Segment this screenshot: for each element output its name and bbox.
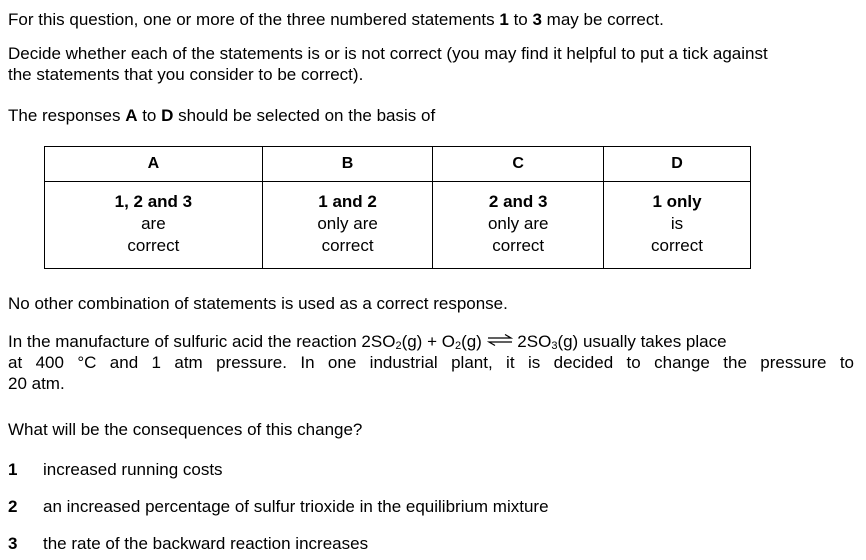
table-row	[45, 182, 751, 269]
cell-statement-numbers: 1, 2 and 3	[114, 192, 193, 211]
question-paragraph	[8, 331, 854, 394]
reaction-part: 2SO	[512, 332, 552, 351]
statement-2	[8, 496, 549, 517]
cell-c	[433, 182, 604, 269]
statement-number: 3	[8, 534, 18, 553]
header-d: D	[604, 147, 751, 182]
question-line-3: 20 atm.	[8, 374, 65, 393]
bold-letter: D	[161, 106, 174, 125]
decide-line-1: Decide whether each of the statements is or is not correct (you may find it helpful to put a tick against	[8, 44, 768, 63]
cell-b	[262, 182, 433, 269]
subscript: 3	[551, 340, 558, 352]
bold-number: 3	[532, 10, 542, 29]
statement-3	[8, 533, 368, 554]
statement-text: an increased percentage of sulfur trioxide in the equilibrium mixture	[43, 497, 549, 516]
basis-text: The responses	[8, 106, 126, 125]
cell-text: is	[670, 214, 684, 233]
cell-a	[45, 182, 263, 269]
table-header-row	[45, 147, 751, 182]
cell-text: only are	[487, 214, 549, 233]
cell-statement-numbers: 1 and 2	[318, 192, 377, 211]
subscript: 2	[395, 340, 402, 352]
no-other-line: No other combination of statements is used as a correct response.	[8, 294, 508, 313]
instruction-line	[8, 9, 664, 30]
statement-text: increased running costs	[43, 460, 223, 479]
reaction-part: In the manufacture of sulfuric acid the reaction 2SO	[8, 332, 396, 351]
statement-text: the rate of the backward reaction increases	[43, 534, 369, 553]
cell-text: correct	[321, 236, 374, 255]
header-a: A	[45, 147, 263, 182]
response-key-table	[44, 146, 751, 269]
statement-number: 2	[8, 497, 18, 516]
instruction-text: to	[508, 10, 533, 29]
header-c: C	[433, 147, 604, 182]
decide-line-2: the statements that you consider to be correct).	[8, 65, 364, 84]
question-line-2: at 400 °C and 1 atm pressure. In one industrial plant, it is decided to change the pressure to	[8, 353, 854, 372]
cell-statement-numbers: 1 only	[652, 192, 702, 211]
bold-number: 1	[499, 10, 509, 29]
reaction-part: (g) + O	[401, 332, 455, 351]
reaction-text	[8, 331, 727, 352]
header-b: B	[262, 147, 433, 182]
cell-text: are	[141, 214, 166, 233]
instruction-text: For this question, one or more of the three numbered statements	[8, 10, 500, 29]
question-line-1	[8, 331, 854, 352]
bold-letter: A	[125, 106, 138, 125]
cell-text: correct	[651, 236, 703, 255]
basis-line	[8, 105, 435, 126]
basis-text: should be selected on the basis of	[173, 106, 436, 125]
cell-text: correct	[492, 236, 545, 255]
cell-text: only are	[317, 214, 378, 233]
statement-number: 1	[8, 460, 18, 479]
reaction-part: (g)	[461, 332, 487, 351]
basis-text: to	[137, 106, 162, 125]
statement-1	[8, 459, 223, 480]
cell-statement-numbers: 2 and 3	[488, 192, 548, 211]
equilibrium-arrow-icon	[487, 334, 513, 346]
reaction-part: (g) usually takes place	[557, 332, 727, 351]
cell-d	[604, 182, 751, 269]
instruction-text: may be correct.	[541, 10, 664, 29]
cell-text: correct	[127, 236, 180, 255]
subscript: 2	[454, 340, 462, 352]
question-prompt: What will be the consequences of this change?	[8, 420, 363, 439]
